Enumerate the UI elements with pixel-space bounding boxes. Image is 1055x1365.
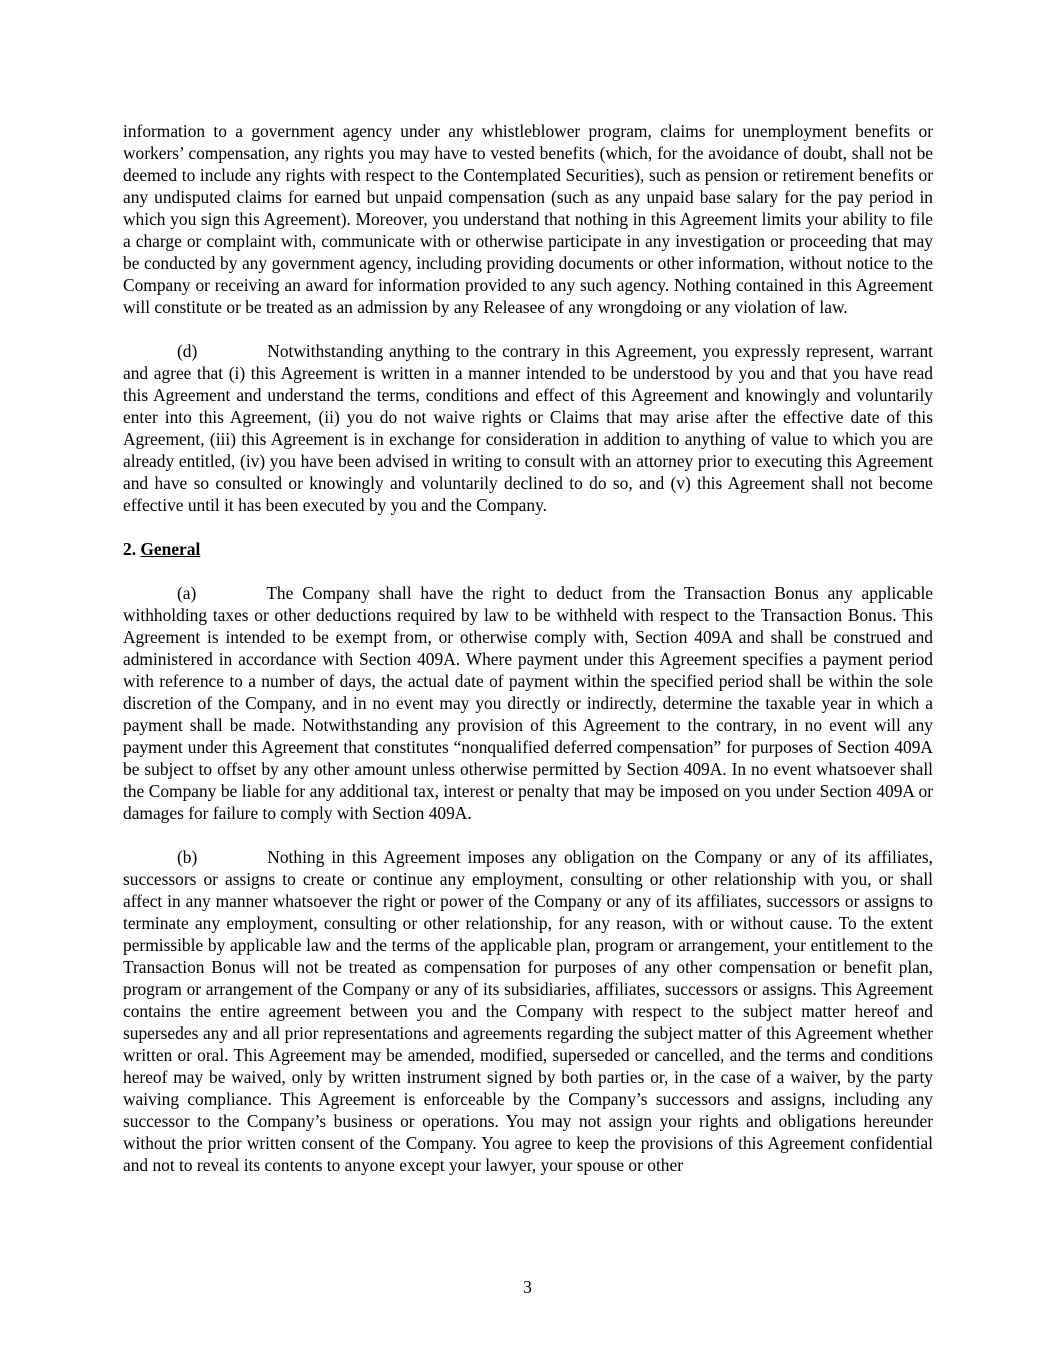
paragraph-d xyxy=(123,340,933,516)
paragraph-a-label: (a) xyxy=(177,583,197,603)
paragraph-a-text: The Company shall have the right to deduct from the Transaction Bonus any applicable withholding taxes or other deductions required by law to be withheld with respect to the Transaction Bonus. This Agreement is intended to be exempt from, or otherwise comply with, Section 409A and shall be construed and administered in accordance with Section 409A. Where payment under this Agreement specifies a payment period with reference to a number of days, the actual date of payment within the specified period shall be within the sole discretion of the Company, and in no event may you directly or indirectly, determine the taxable year in which a payment shall be made. Notwithstanding any provision of this Agreement to the contrary, in no event will any payment under this Agreement that constitutes “nonqualified deferred compensation” for purposes of Section 409A be subject to offset by any other amount unless otherwise permitted by Section 409A. In no event whatsoever shall the Company be liable for any additional tax, interest or penalty that may be imposed on you under Section 409A or damages for failure to comply with Section 409A. xyxy=(123,583,933,823)
paragraph-d-text: Notwithstanding anything to the contrary in this Agreement, you expressly represent, warrant and agree that (i) this Agreement is written in a manner intended to be understood by you and that you have read this Agreement and understand the terms, conditions and effect of this Agreement and knowingly and voluntarily enter into this Agreement, (ii) you do not waive rights or Claims that may arise after the effective date of this Agreement, (iii) this Agreement is in exchange for consideration in addition to anything of value to which you are already entitled, (iv) you have been advised in writing to consult with an attorney prior to executing this Agreement and have so consulted or knowingly and voluntarily declined to do so, and (v) this Agreement shall not become effective until it has been executed by you and the Company. xyxy=(123,341,933,515)
section-heading xyxy=(123,538,933,560)
section-number: 2. xyxy=(123,539,137,559)
paragraph-b-label: (b) xyxy=(177,847,198,867)
page-number: 3 xyxy=(523,1277,532,1297)
paragraph-a xyxy=(123,582,933,824)
tab-spacer xyxy=(197,862,267,863)
tab-spacer xyxy=(196,598,266,599)
section-title: General xyxy=(140,539,201,559)
paragraph-continuation: information to a government agency under any whistleblower program, claims for unemployment benefits or workers’ compensation, any rights you may have to vested benefits (which, for the avoidance of doubt, shall not be deemed to include any rights with respect to the Contemplated Securities), such as pension or retirement benefits or any undisputed claims for earned but unpaid compensation (such as any unpaid base salary for the pay period in which you sign this Agreement). Moreover, you understand that nothing in this Agreement limits your ability to file a charge or complaint with, communicate with or otherwise participate in any investigation or proceeding that may be conducted by any government agency, including providing documents or other information, without notice to the Company or receiving an award for information provided to any such agency. Nothing contained in this Agreement will constitute or be treated as an admission by any Releasee of any wrongdoing or any violation of law. xyxy=(123,121,933,317)
tab-spacer xyxy=(197,356,267,357)
paragraph-b xyxy=(123,846,933,1176)
paragraph-d-label: (d) xyxy=(177,341,198,361)
document-content xyxy=(123,120,933,1198)
paragraph-b-text: Nothing in this Agreement imposes any obligation on the Company or any of its affiliates, successors or assigns to create or continue any employment, consulting or other relationship with you, or shall affect in any manner whatsoever the right or power of the Company or any of its affiliates, successors or assigns to terminate any employment, consulting or other relationship, for any reason, with or without cause. To the extent permissible by applicable law and the terms of the applicable plan, program or arrangement, your entitlement to the Transaction Bonus will not be treated as compensation for purposes of any other compensation or benefit plan, program or arrangement of the Company or any of its subsidiaries, affiliates, successors or assigns. This Agreement contains the entire agreement between you and the Company with respect to the subject matter hereof and supersedes any and all prior representations and agreements regarding the subject matter of this Agreement whether written or oral. This Agreement may be amended, modified, superseded or cancelled, and the terms and conditions hereof may be waived, only by written instrument signed by both parties or, in the case of a waiver, by the party waiving compliance. This Agreement is enforceable by the Company’s successors and assigns, including any successor to the Company’s business or operations. You may not assign your rights and obligations hereunder without the prior written consent of the Company. You agree to keep the provisions of this Agreement confidential and not to reveal its contents to anyone except your lawyer, your spouse or other xyxy=(123,847,933,1175)
